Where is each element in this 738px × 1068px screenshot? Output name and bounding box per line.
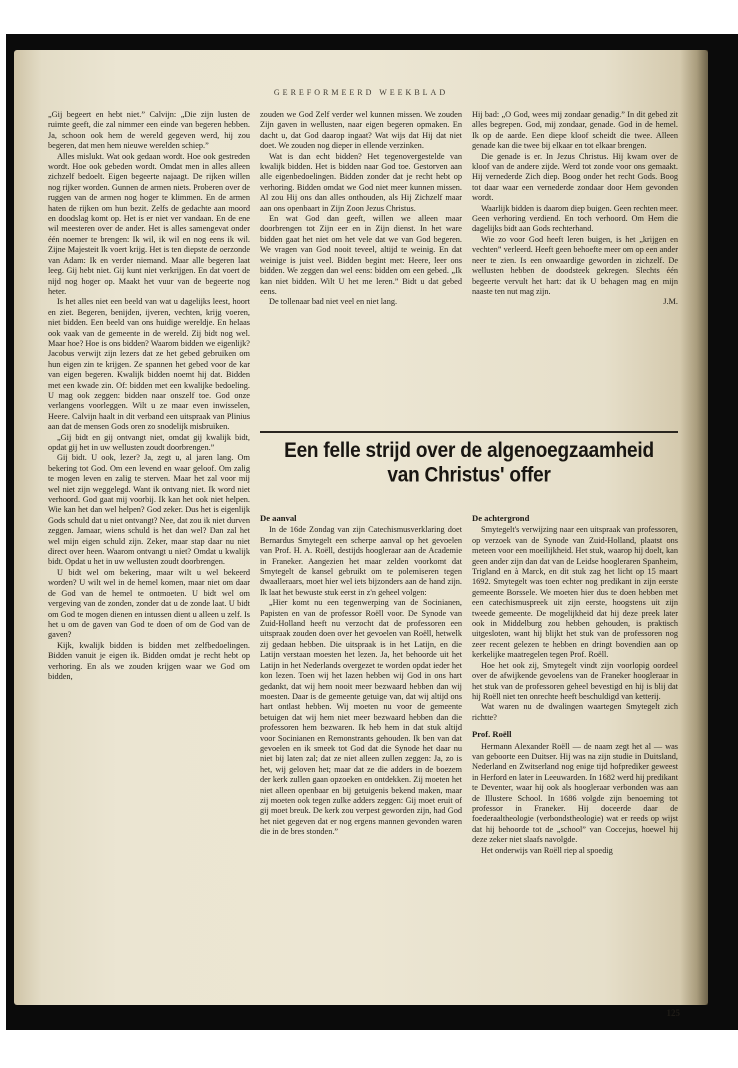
paragraph: Wat waren nu de dwalingen waartegen Smytegelt zich richtte?	[472, 702, 678, 722]
column-2	[260, 110, 462, 424]
paragraph: „Gij begeert en hebt niet.” Calvijn: „Die zijn lusten de ruimte geeft, die zal nimmer een einde van begeren hebben. Ja, schoon ook hem de wereld gegeven werd, hij zou begeren, dat men hem nieuwe werelden schiep.”	[48, 110, 250, 151]
paragraph: Het onderwijs van Roëll riep al spoedig	[481, 845, 613, 855]
paragraph: „Gij bidt en gij ontvangt niet, omdat gij kwalijk bidt, opdat gij het in uw wellusten zoudt doorbrengen.”	[48, 432, 250, 452]
column-5	[472, 513, 678, 988]
paragraph: Is het alles niet een beeld van wat u dagelijks leest, hoort en ziet. Begeren, benijden, ijveren, vechten, krijg voeren, niet bidden. Een beeld van ons huidige wereldje. En helaas ook vaak van de gemeente in de wereld. Zij bidt nog wel. Maar hoe? Hoe is ons bidden? Waarom bidden we eigenlijk? Jacobus verwijt zijn lezers dat ze het gebed gebruiken om hun eigen zin te krijgen. Ze spannen het gebed voor de kar van eigen begeren. Kwalijk bidden noemt hij dat. Bidden met een kwade zin. Of: bidden met een kwalijke bedoeling. U mag ook zeggen: bidden naar onszelf toe. God onze verlangens voorleggen. Wilt u ze maar even inwisselen, Heere. Calvijn haalt in dit verband een uitspraak van Plinius aan dat de mensen Gods oren zo snodelijk misbruiken.	[48, 297, 250, 432]
paragraph: Hermann Alexander Roëll — de naam zegt het al — was van geboorte een Duitser. Hij was na zijn studie in Duitsland, Nederland en Zwitserland nog enige tijd hofprediker geweest in Herford en later in Leeuwarden. In 1682 werd hij predikant te Deventer, waar hij ook als hoogleraar verbonden was aan de Illustere School. In 1686 volgde zijn benoeming tot professor in Franeker. Hij doceerde daar de foederaaltheologie (verbondstheologie) wat er reeds op wijst dat hij behoorde tot de „school” van Coccejus, hoewel hij deze zeker niet slaafs navolgde.	[472, 741, 678, 845]
paragraph: Hoe het ook zij, Smytegelt vindt zijn voorlopig oordeel over de afwijkende gevoelens van de Franeker hoogleraar in het stuk van de professoren geheel bevestigd en hij is blij dat hij Roëll niet ten onrechte heeft beschuldigd van ketterij.	[472, 660, 678, 701]
newspaper-page	[14, 50, 708, 1018]
section-subhead: Prof. Roëll	[472, 729, 512, 740]
column-4	[260, 513, 462, 983]
headline-line-1: Een felle strijd over de algenoegzaamheid	[284, 439, 654, 463]
paragraph: U bidt wel om bekering, maar wilt u wel bekeerd worden? U wilt wel in de hemel komen, maar niet om daar de God van de hemel te ontmoeten. U bidt wel om vergeving van de zonden, zonder dat u de zonde laat. U bidt om God te mogen dienen en intussen dient u alleen u zelf. Is het u om de gaven van God te doen of om de God van de gaven?	[48, 567, 250, 640]
article-headline	[260, 439, 678, 488]
scan-bottom-margin	[0, 1030, 738, 1068]
section-subhead: De achtergrond	[472, 513, 530, 523]
paragraph: zouden we God Zelf verder wel kunnen missen. We zouden Zijn gaven in wellusten, naar eigen begeren opmaken. En dacht u, dat God daarop ingaat? Wat wijs dat Hij dat niet doet. We zouden nog dieper in ellende verzinken.	[260, 110, 462, 151]
paragraph: Gij bidt. U ook, lezer? Ja, zegt u, al jaren lang. Om bekering tot God. Om een levend en waar geloof. Om zalig te mogen leven en zalig te sterven. Maar het zal voor mij wel niet zijn weggelegd. Want ik ontvang niet. Ik word niet verhoord. God gaat mij voorbij. Ik kan het ook niet helpen. Wie kan het dan wel helpen? God zeker. Dus het is eigenlijk Gods schuld dat u niet ontvangt? Nee, dat zou ik niet durven zeggen. Jamaar, wiens schuld is het dan wel? Dan zal het wel mijn eigen schuld zijn. Zeker, maar stap daar nu niet direct over heen. Waarom ontvangt u niet? Omdat u kwalijk bidt. Opdat u het in uw wellusten zoudt doorbrengen.	[48, 453, 250, 567]
paragraph: En wat God dan geeft, willen we alleen maar doorbrengen tot Zijn eer en in Zijn dienst. In het ware bidden gaat het niet om het vele dat we van God begeren. We vragen van God nooit teveel, altijd te weinig. En dat weinige is juist veel. Bidden begint met: Heere, leer ons bidden. We zeggen dan wel eens: bidden om een gebed. „Ik kan niet bidden. Wilt U het me leren.” Bidt u dat gebed eens.	[260, 214, 462, 296]
paragraph: Hij bad: „O God, wees mij zondaar genadig.” In dit gebed zit alles begrepen. God, mij zondaar, genade. God in de hemel. Ik op de aarde. Een diepe kloof scheidt die twee. Alleen genade kan die twee bij elkaar en tot elkaar brengen.	[472, 110, 678, 151]
page-spine-shadow	[680, 50, 708, 1005]
paragraph: Wie zo voor God heeft leren buigen, is het „krijgen en vechten” verleerd. Heeft geen behoefte meer om op een ander neer te zien. Is een onwaardige geworden in zichzelf. De wellusten hebben de doodsteek gekregen. Slechts één begeerte vervult het hart: dat ik U behagen mag en mijn naaste ten nut mag zijn.	[472, 234, 678, 296]
column-3	[472, 110, 678, 424]
headline-line-2: van Christus' offer	[387, 463, 551, 488]
section-subhead: De aanval	[260, 513, 297, 523]
quote-paragraph: „Hier komt nu een tegenwerping van de Socinianen, Papisten en van de professor Roëll voor. De Synode van Zuid-Holland heeft nu verzocht dat de professoren een uitspraak zouden doen over het gevoelen van Roëll, hetwelk zij gedaan hebben. Die uitspraak is in het Latijn, en die Latijn verstaan moesten het lezen. Ja, het behoorde uit het Latijn in het Nederlands overgezet te worden opdat ieder het kon lezen. Toen wij het lazen hebben wij God in ons hart gedankt, dat wij hem nooit meer bezwaard hebben dan wij moesten. Daar is de gemeente getuige van, dat wij altijd ons hart ontlast hebben. Wij moeten nu voor de gemeente betuigen dat wij hem niet meer bezwaard hebben dan die professoren hem bezwaren. Ik heb hem in dat stuk altijd voor Socinianen en Remonstrants gehouden. Ik ben van dat gevoelen en ik smeek tot God dat die Synode het daar nu niet bij laten zal; dat ze niet alleen zullen zeggen: Ja, zo is het, wij geloven het; maar dat ze die adders in de boezem der kerk zullen gaan opzoeken en ontdekken. Zij moeten het niet alleen openbaar en bij getuigenis bekend maken, maar zij moeten ook tegen zulke adders zeggen: Gij moet eruit of gij moet breuk. De kerk zou verpest geworden zijn, had God het niet gegeven dat er nog ergens mannen gevonden waren die in de bres stonden.”	[260, 598, 462, 837]
paragraph: De tollenaar bad niet veel en niet lang.	[269, 297, 398, 307]
paragraph: Waarlijk bidden is daarom diep buigen. Geen rechten meer. Geen verhoring verdiend. En toch verhoord. Om Hem die dagelijks bidt aan Gods rechterhand.	[472, 203, 678, 234]
paragraph: Smytegelt's verwijzing naar een uitspraak van professoren, op verzoek van de Synode van Zuid-Holland, plaatst ons meteen voor een moeilijkheid. Het stuk, waarop hij doelt, kan geen ander zijn dan dat van de Leidse hoogleraren Spanheim, Trigland en à Marck, en dit stuk zag het licht op 15 maart 1692. Smytegelt was toen echter nog predikant in zijn eerste gemeente Borssele. We moeten hier dus te doen hebben met een catechismuspreek uit zijn eerste, hoogstens uit zijn tweede gemeente. De mogelijkheid dat hij deze preek later ook in Middelburg zou hebben gehouden, is praktisch uitgesloten, want hij blijkt het stuk van de professoren nog zeer recent gelezen te hebben en dringt bovendien aan op kerkelijke maatregelen tegen Prof. Roëll.	[472, 525, 678, 660]
paragraph: Die genade is er. In Jezus Christus. Hij kwam over de kloof van de andere zijde. Werd tot zonde voor ons gemaakt. Hij vernederde Zich diep. Boog onder het recht Gods. Boog tot daar waar een vernederde zondaar door Hem gevonden wordt.	[472, 151, 678, 203]
article-divider-rule	[260, 431, 678, 433]
author-signature: J.M.	[663, 297, 678, 307]
column-1	[48, 110, 250, 978]
paragraph: In de 16de Zondag van zijn Catechismusverklaring doet Bernardus Smytegelt een scherpe aanval op het gevoelen van Prof. H. A. Roëll, destijds hoogleraar aan de Academie in Franeker. Aangezien het maar zelden voorkomt dat Smytegelt de kansel gebruikt om te polemiseren tegen dwaalleraars, moet hier wel iets bijzonders aan de hand zijn. Ik laat het bewuste stuk eerst in z'n geheel volgen:	[260, 525, 462, 597]
scan-top-margin	[0, 0, 738, 34]
paragraph: Alles mislukt. Wat ook gedaan wordt. Hoe ook gestreden wordt. Hoe ook gebeden wordt. Omdat men in alles alleen zichzelf bedoelt. Eigen begeerte najaagt. De rijken willen nog rijker worden. Gunnen de armen niets. Proberen over de ruggen van de armen nog hoger te klimmen. En de armen haten de rijken om hun bezit. Zelfs de gedachte aan moord en doodslag komt op. Het is er niet ver vandaan. En de ene wil meesteren over de ander. Het is alles samengevat onder één noemer te brengen: Ik wil, ik wil en nog eens ik wil. Zijne Majesteit Ik voert krijg. Het is ten diepste de oerzonde van Adam: Ik en verder niemand. Maar alle begeren laat leeg. Gij hebt niet. Gij kunt niet verkrijgen. En dat voert de nijd nog hoger op. Maakt het vuur van de begeerte nog heter.	[48, 151, 250, 296]
page-number: 125	[666, 1008, 680, 1018]
paragraph: Wat is dan echt bidden? Het tegenovergestelde van kwalijk bidden. Het is bidden naar God toe. Gestorven aan alle eigenbedoelingen. Bidden zonder dat je recht hebt op verhoring. Bidden omdat we God niet meer kunnen missen. Al zou Hij ons dan alles onthouden, als Hij Zichzelf maar aan ons openbaart in Zijn Zoon Jezus Christus.	[260, 151, 462, 213]
paragraph: Kijk, kwalijk bidden is bidden met zelfbedoelingen. Bidden vanuit je eigen ik. Bidden omdat je recht hebt op verhoring. En als we zouden krijgen waar we God om bidden,	[48, 640, 250, 681]
page-header: GEREFORMEERD WEEKBLAD	[273, 88, 449, 97]
